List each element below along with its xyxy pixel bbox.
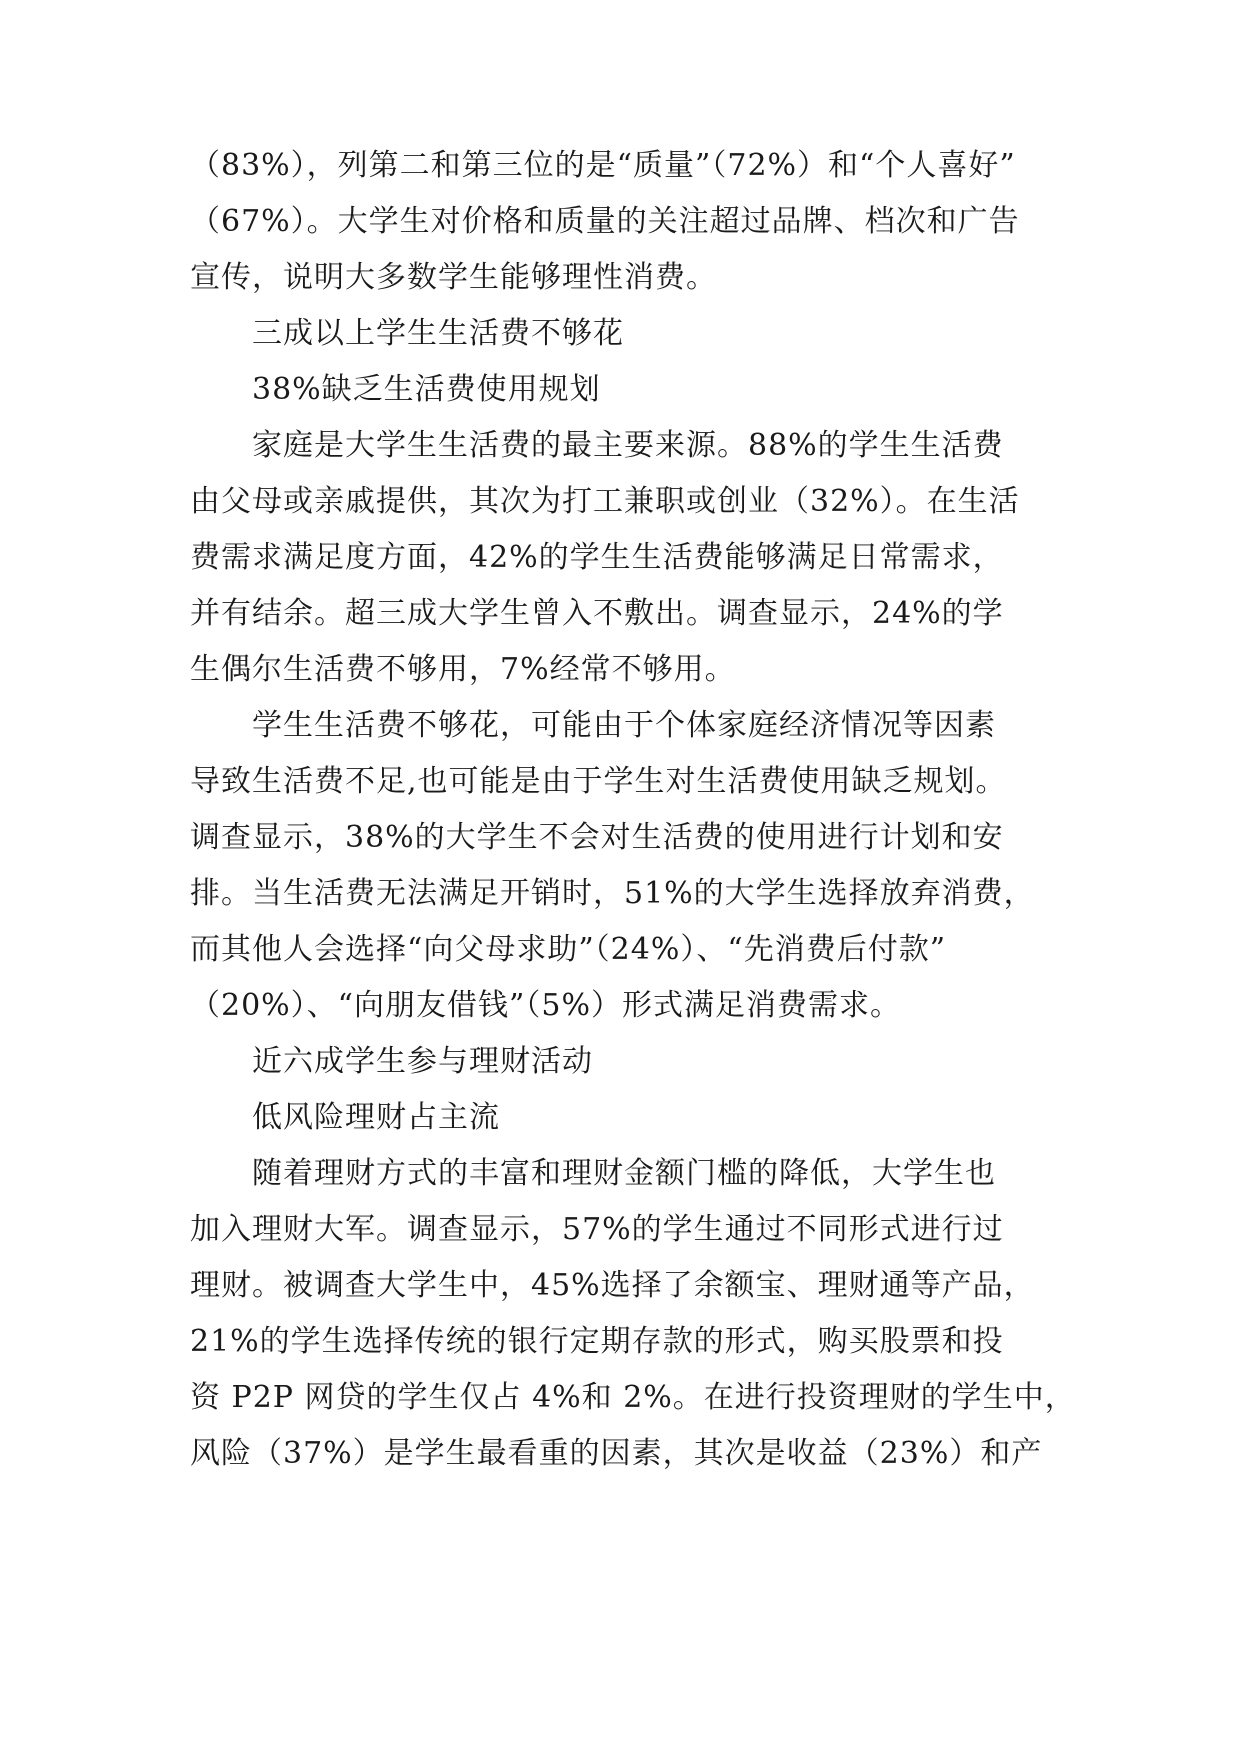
body-text-line: 生偶尔生活费不够用，7%经常不够用。 bbox=[190, 652, 736, 687]
section-subheading: 低风险理财占主流 bbox=[252, 1100, 500, 1135]
body-text-line: 21%的学生选择传统的银行定期存款的形式，购买股票和投 bbox=[190, 1324, 1004, 1359]
body-text-line: 调查显示，38%的大学生不会对生活费的使用进行计划和安 bbox=[190, 820, 1004, 855]
section-heading: 三成以上学生生活费不够花 bbox=[252, 316, 624, 351]
body-text-line: 资 P2P 网贷的学生仅占 4%和 2%。在进行投资理财的学生中， bbox=[190, 1380, 1076, 1415]
body-text-line: 风险（37%）是学生最看重的因素，其次是收益（23%）和产 bbox=[190, 1436, 1043, 1471]
section-heading: 近六成学生参与理财活动 bbox=[252, 1044, 593, 1079]
body-text-line: 加入理财大军。调查显示，57%的学生通过不同形式进行过 bbox=[190, 1212, 1004, 1247]
body-text-line: 费需求满足度方面，42%的学生生活费能够满足日常需求， bbox=[190, 540, 1004, 575]
paragraph-first-line: 学生生活费不够花，可能由于个体家庭经济情况等因素 bbox=[252, 708, 996, 743]
body-text-line: 导致生活费不足,也可能是由于学生对生活费使用缺乏规划。 bbox=[190, 764, 1007, 799]
paragraph-first-line: 随着理财方式的丰富和理财金额门槛的降低，大学生也 bbox=[252, 1156, 996, 1191]
body-text-line: （20%）、“向朋友借钱”（5%）形式满足消费需求。 bbox=[190, 988, 901, 1023]
body-text-line: （83%），列第二和第三位的是“质量”（72%）和“个人喜好” bbox=[190, 148, 1016, 183]
section-subheading: 38%缺乏生活费使用规划 bbox=[252, 372, 601, 407]
paragraph-first-line: 家庭是大学生生活费的最主要来源。88%的学生生活费 bbox=[252, 428, 1004, 463]
body-text-line: 宣传，说明大多数学生能够理性消费。 bbox=[190, 260, 717, 295]
body-text-line: 而其他人会选择“向父母求助”（24%）、“先消费后付款” bbox=[190, 932, 947, 967]
body-text-line: 理财。被调查大学生中，45%选择了余额宝、理财通等产品， bbox=[190, 1268, 1035, 1303]
body-text-line: 排。当生活费无法满足开销时，51%的大学生选择放弃消费， bbox=[190, 876, 1035, 911]
body-text-line: 并有结余。超三成大学生曾入不敷出。调查显示，24%的学 bbox=[190, 596, 1004, 631]
body-text-line: （67%）。大学生对价格和质量的关注超过品牌、档次和广告 bbox=[190, 204, 1020, 239]
body-text-line: 由父母或亲戚提供，其次为打工兼职或创业（32%）。在生活 bbox=[190, 484, 1020, 519]
